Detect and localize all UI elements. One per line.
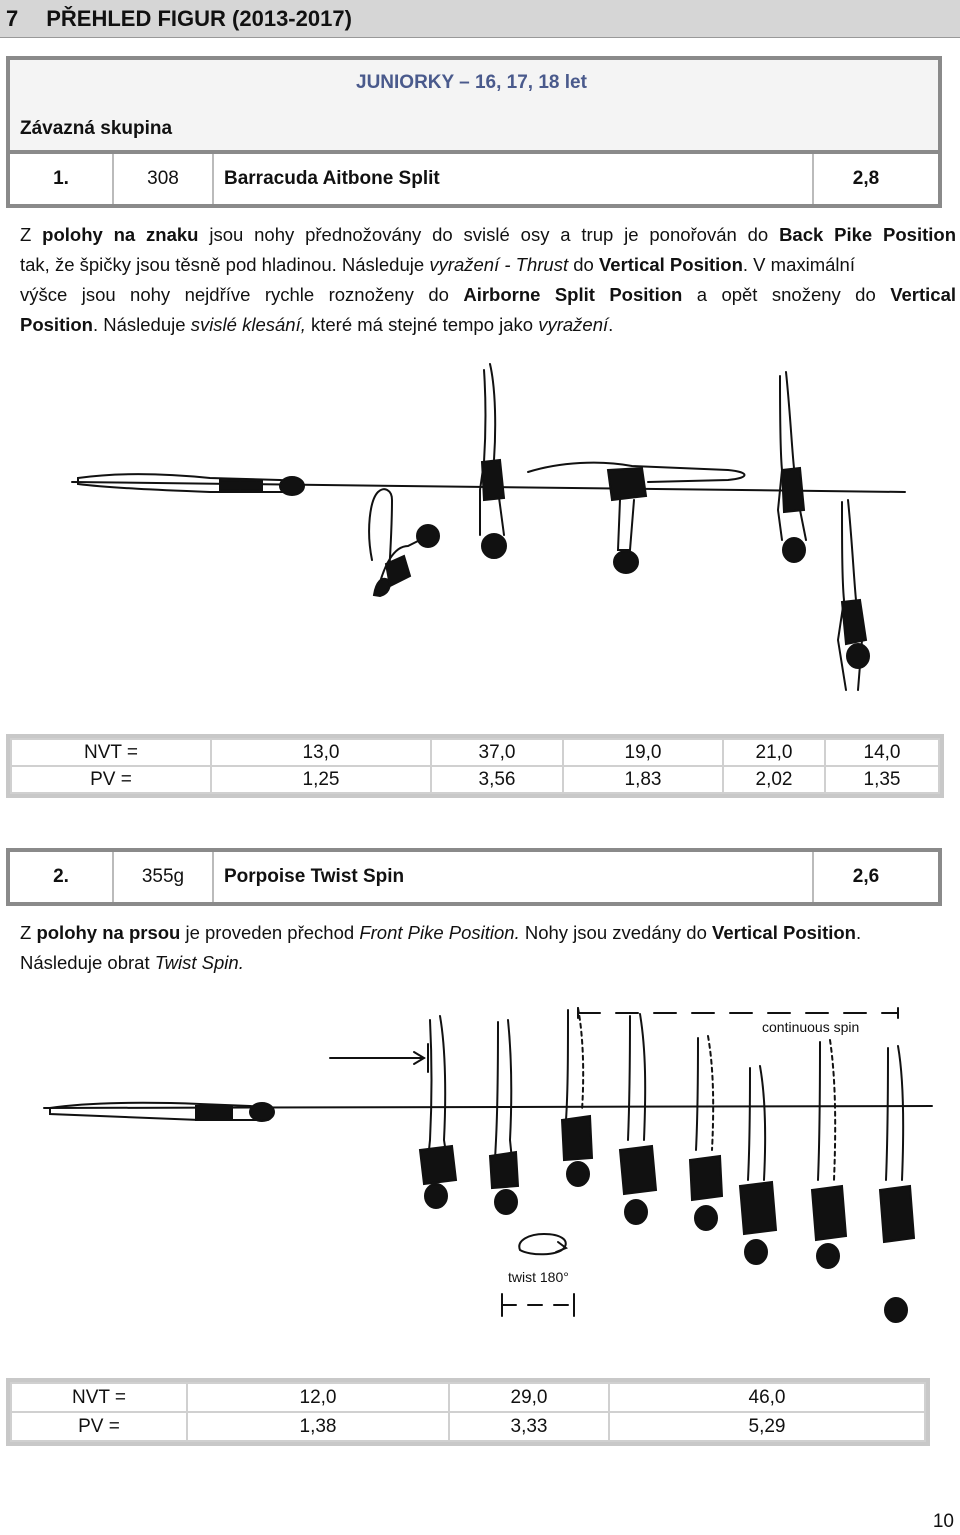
swimmer-thrust-vertical <box>480 364 506 558</box>
pv-row <box>11 1412 925 1441</box>
pv-row <box>11 766 939 793</box>
figure-2-description: Z polohy na prsou je proveden přechod Front Pike Position. Nohy jsou zvedány do Vertical Position. Následuje obrat Twist Spin. <box>20 922 862 973</box>
nvt-label: NVT = <box>11 739 211 766</box>
twist-label: twist 180° <box>508 1269 569 1285</box>
difficulty-degree: 2,8 <box>852 168 880 189</box>
nvt-value: 19,0 <box>563 739 723 766</box>
nvt-row <box>11 1383 925 1412</box>
swimmer-spin-4 <box>740 1066 776 1264</box>
pv-value: 1,25 <box>211 766 431 793</box>
pv-value: 1,83 <box>563 766 723 793</box>
swimmer-spin-1 <box>562 1008 592 1186</box>
continuous-spin-label: continuous spin <box>762 1019 860 1035</box>
pv-value: 1,35 <box>825 766 939 793</box>
swimmer-back-pike <box>369 489 439 596</box>
chapter-number: 7 <box>6 6 19 31</box>
pv-value: 5,29 <box>609 1412 925 1441</box>
swimmer-spin-3 <box>690 1036 722 1230</box>
figure-code: 308 <box>114 154 214 204</box>
chapter-title: PŘEHLED FIGUR (2013-2017) <box>46 6 352 31</box>
swimmer-vertical-1 <box>420 1016 456 1208</box>
swimmer-vertical-2 <box>490 1020 518 1214</box>
figure-1-row <box>6 150 942 208</box>
difficulty-degree: 2,6 <box>852 866 880 887</box>
swimmer-front-layout <box>50 1103 274 1121</box>
figure-1-description: Z polohy na znaku jsou nohy přednožovány do svislé osy a trup je ponořován do Back Pike Position tak, že špičky jsou těsně pod hladinou. Následuje vyražení - Thrust do Vertical Position. V maximální výšce jsou nohy nejdříve rychle roznoženy do Airborne Split Position a opět snoženy do Vertical Position. Následuje svislé klesání, které má stejné tempo jako vyražení. <box>20 224 957 335</box>
nvt-value: 29,0 <box>449 1383 609 1412</box>
water-line <box>44 1106 932 1108</box>
pv-value: 1,38 <box>187 1412 449 1441</box>
figure-code: 355g <box>114 852 214 902</box>
figure-number: 1. <box>10 154 114 204</box>
chapter-heading <box>0 0 960 38</box>
pv-value: 2,02 <box>723 766 825 793</box>
pv-label: PV = <box>11 766 211 793</box>
figure-number: 2. <box>10 852 114 902</box>
pv-value: 3,33 <box>449 1412 609 1441</box>
figure-name: Porpoise Twist Spin <box>214 852 814 902</box>
swimmer-spin-2 <box>620 1014 656 1224</box>
figure-1-illustration <box>0 350 960 720</box>
swimmer-descent <box>838 500 869 690</box>
direction-arrow <box>330 1044 428 1072</box>
figure-2-illustration <box>0 990 960 1360</box>
pv-value: 3,56 <box>431 766 563 793</box>
pv-label: PV = <box>11 1412 187 1441</box>
nvt-label: NVT = <box>11 1383 187 1412</box>
group-label: Závazná skupina <box>20 118 173 139</box>
age-category: JUNIORKY – 16, 17, 18 let <box>356 72 587 93</box>
nvt-value: 21,0 <box>723 739 825 766</box>
swimmer-spin-6 <box>880 1046 914 1322</box>
nvt-value: 13,0 <box>211 739 431 766</box>
swimmer-vertical <box>778 372 806 562</box>
swimmer-airborne-split <box>528 463 745 573</box>
page-number: 10 <box>932 1511 954 1532</box>
nvt-value: 37,0 <box>431 739 563 766</box>
continuous-spin-marker <box>578 1008 898 1018</box>
nvt-row <box>11 739 939 766</box>
figure-1-values <box>6 734 944 798</box>
figure-name: Barracuda Aitbone Split <box>214 154 814 204</box>
swimmer-spin-5 <box>812 1040 846 1268</box>
nvt-value: 46,0 <box>609 1383 925 1412</box>
nvt-value: 14,0 <box>825 739 939 766</box>
figure-2-row <box>6 848 942 906</box>
nvt-value: 12,0 <box>187 1383 449 1412</box>
figure-2-values <box>6 1378 930 1446</box>
